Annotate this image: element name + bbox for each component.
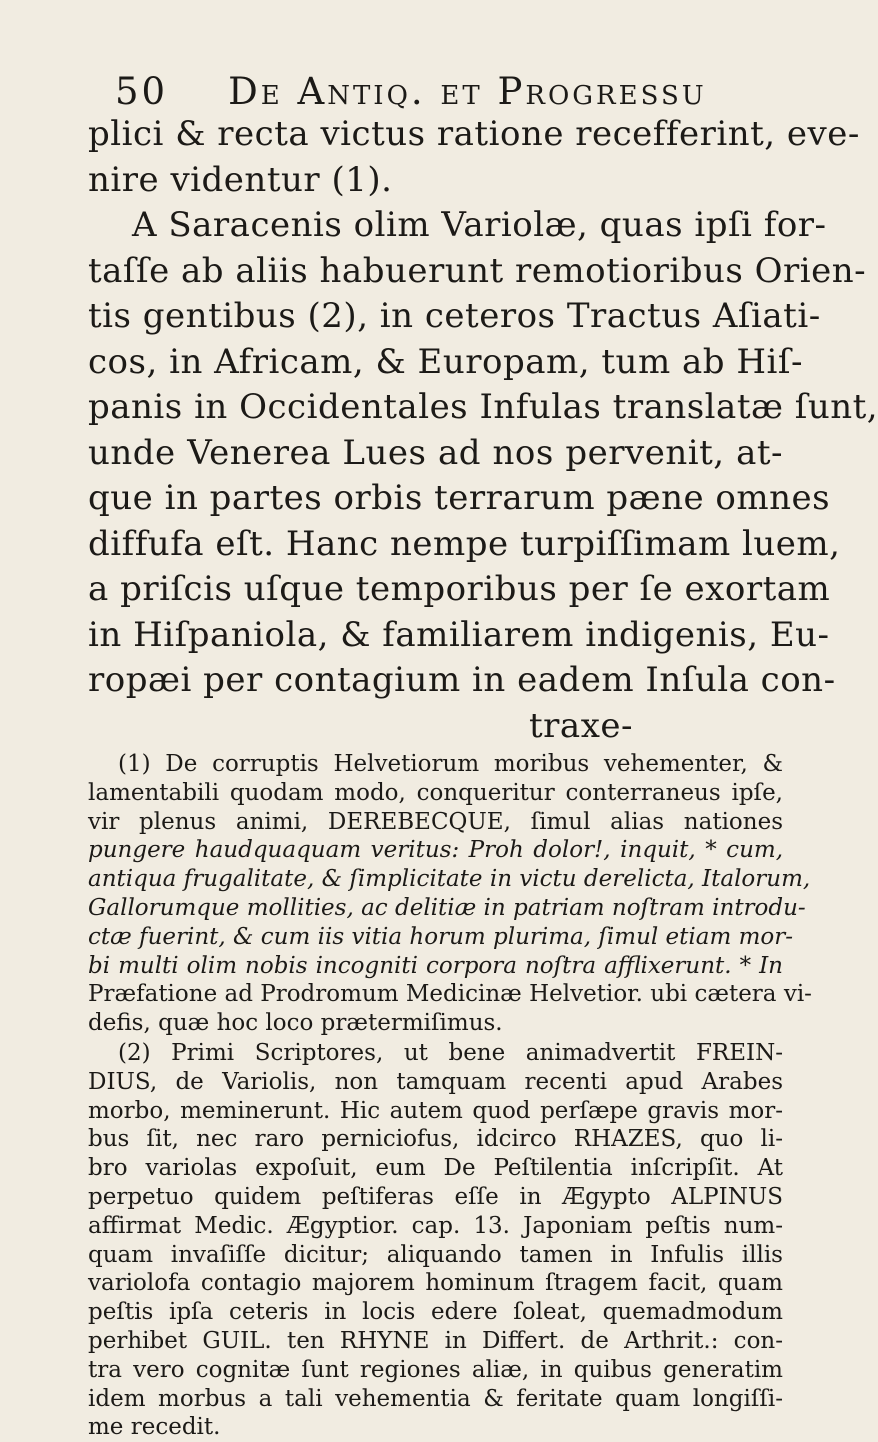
body-line: panis in Occidentales Infulas translatæ ſunt, (88, 387, 878, 427)
body-line: plici & recta victus ratione recefferint, eve- (88, 114, 860, 154)
footnote-line: variolofa contagio majorem hominum ſtragem facit, quam (88, 1270, 783, 1297)
page-number: 50 (115, 70, 169, 113)
footnote-line: Gallorumque mollities, ac delitiæ in patriam noſtram introdu- (88, 894, 806, 921)
footnote-line: bro variolas expoſuit, eum De Peſtilentia inſcripſit. At (88, 1155, 783, 1182)
footnote-line: idem morbus a tali vehementia & feritate quam longiſſi- (88, 1385, 783, 1412)
footnote-line: antiqua frugalitate, & ſimplicitate in victu derelicta, Italorum, (88, 866, 811, 893)
footnote-2 (88, 1039, 783, 1442)
catchword: traxe- (529, 705, 633, 746)
footnote-line: bus ſit, nec raro perniciofus, idcirco RHAZES, quo li- (88, 1126, 783, 1153)
footnote-line: peſtis ipſa ceteris in locis edere ſoleat, quemadmodum (88, 1299, 783, 1326)
running-head (115, 70, 735, 113)
footnote-line: quam invaſiſſe dicitur; aliquando tamen in Infulis illis (88, 1241, 783, 1268)
body-line: diffufa eſt. Hanc nempe turpiſſimam luem, (88, 523, 841, 564)
running-title: De Antiq. et Progressu (228, 70, 707, 113)
footnote-line: perhibet GUIL. ten RHYNE in Differt. de Arthrit.: con- (88, 1327, 783, 1354)
body-line: unde Venerea Lues ad nos pervenit, at- (88, 432, 783, 473)
footnote-line: affirmat Medic. Ægyptior. cap. 13. Japoniam peſtis num- (88, 1212, 783, 1239)
body-line: taſſe ab aliis habuerunt remotioribus Orien- (88, 250, 867, 291)
footnote-line: (1) De corruptis Helvetiorum moribus vehementer, & (118, 751, 783, 777)
footnote-line: ctæ fuerint, & cum iis vitia horum plurima, ſimul etiam mor- (88, 923, 794, 950)
body-line: cos, in Africam, & Europam, tum ab Hiſ- (88, 341, 803, 382)
body-line: nire videntur (1). (88, 159, 393, 200)
footnote-line: (2) Primi Scriptores, ut bene animadvertit FREIN- (118, 1039, 783, 1066)
body-line: A Saracenis olim Variolæ, quas ipſi for- (132, 205, 827, 245)
text-block (88, 112, 878, 1442)
footnote-line: Præfatione ad Prodromum Medicinæ Helvetior. ubi cætera vi- (88, 981, 812, 1008)
footnote-line: DIUS, de Variolis, non tamquam recenti apud Arabes (88, 1068, 783, 1095)
main-paragraphs (88, 112, 878, 749)
footnote-line: pungere haudquaquam veritus: Proh dolor!, inquit, * cum, (88, 837, 783, 864)
body-line: tis gentibus (2), in ceteros Tractus Aſiati- (88, 296, 821, 336)
footnote-line: perpetuo quidem peſtiferas eſſe in Ægypto ALPINUS (88, 1183, 783, 1210)
footnote-line: lamentabili quodam modo, conqueritur conterraneus ipſe, (88, 779, 783, 806)
footnote-line: tra vero cognitæ ſunt regiones aliæ, in quibus generatim (88, 1356, 783, 1383)
body-line: ropæi per contagium in eadem Inſula con- (88, 660, 836, 700)
footnote-1 (88, 750, 812, 1038)
body-line: a priſcis uſque temporibus per ſe exortam (88, 569, 831, 609)
footnote-line: me recedit. (88, 1414, 221, 1441)
footnote-line: defis, quæ hoc loco prætermiſimus. (88, 1010, 503, 1037)
body-line: que in partes orbis terrarum pæne omnes (88, 478, 831, 518)
footnote-line: vir plenus animi, DEREBECQUE, ſimul alias nationes (88, 808, 783, 835)
footnote-line: morbo, meminerunt. Hic autem quod perſæpe gravis mor- (88, 1097, 783, 1124)
body-line: in Hiſpaniola, & familiarem indigenis, Eu- (88, 614, 830, 655)
footnote-line: bi multi olim nobis incogniti corpora noſtra afflixerunt. * In (88, 952, 783, 979)
